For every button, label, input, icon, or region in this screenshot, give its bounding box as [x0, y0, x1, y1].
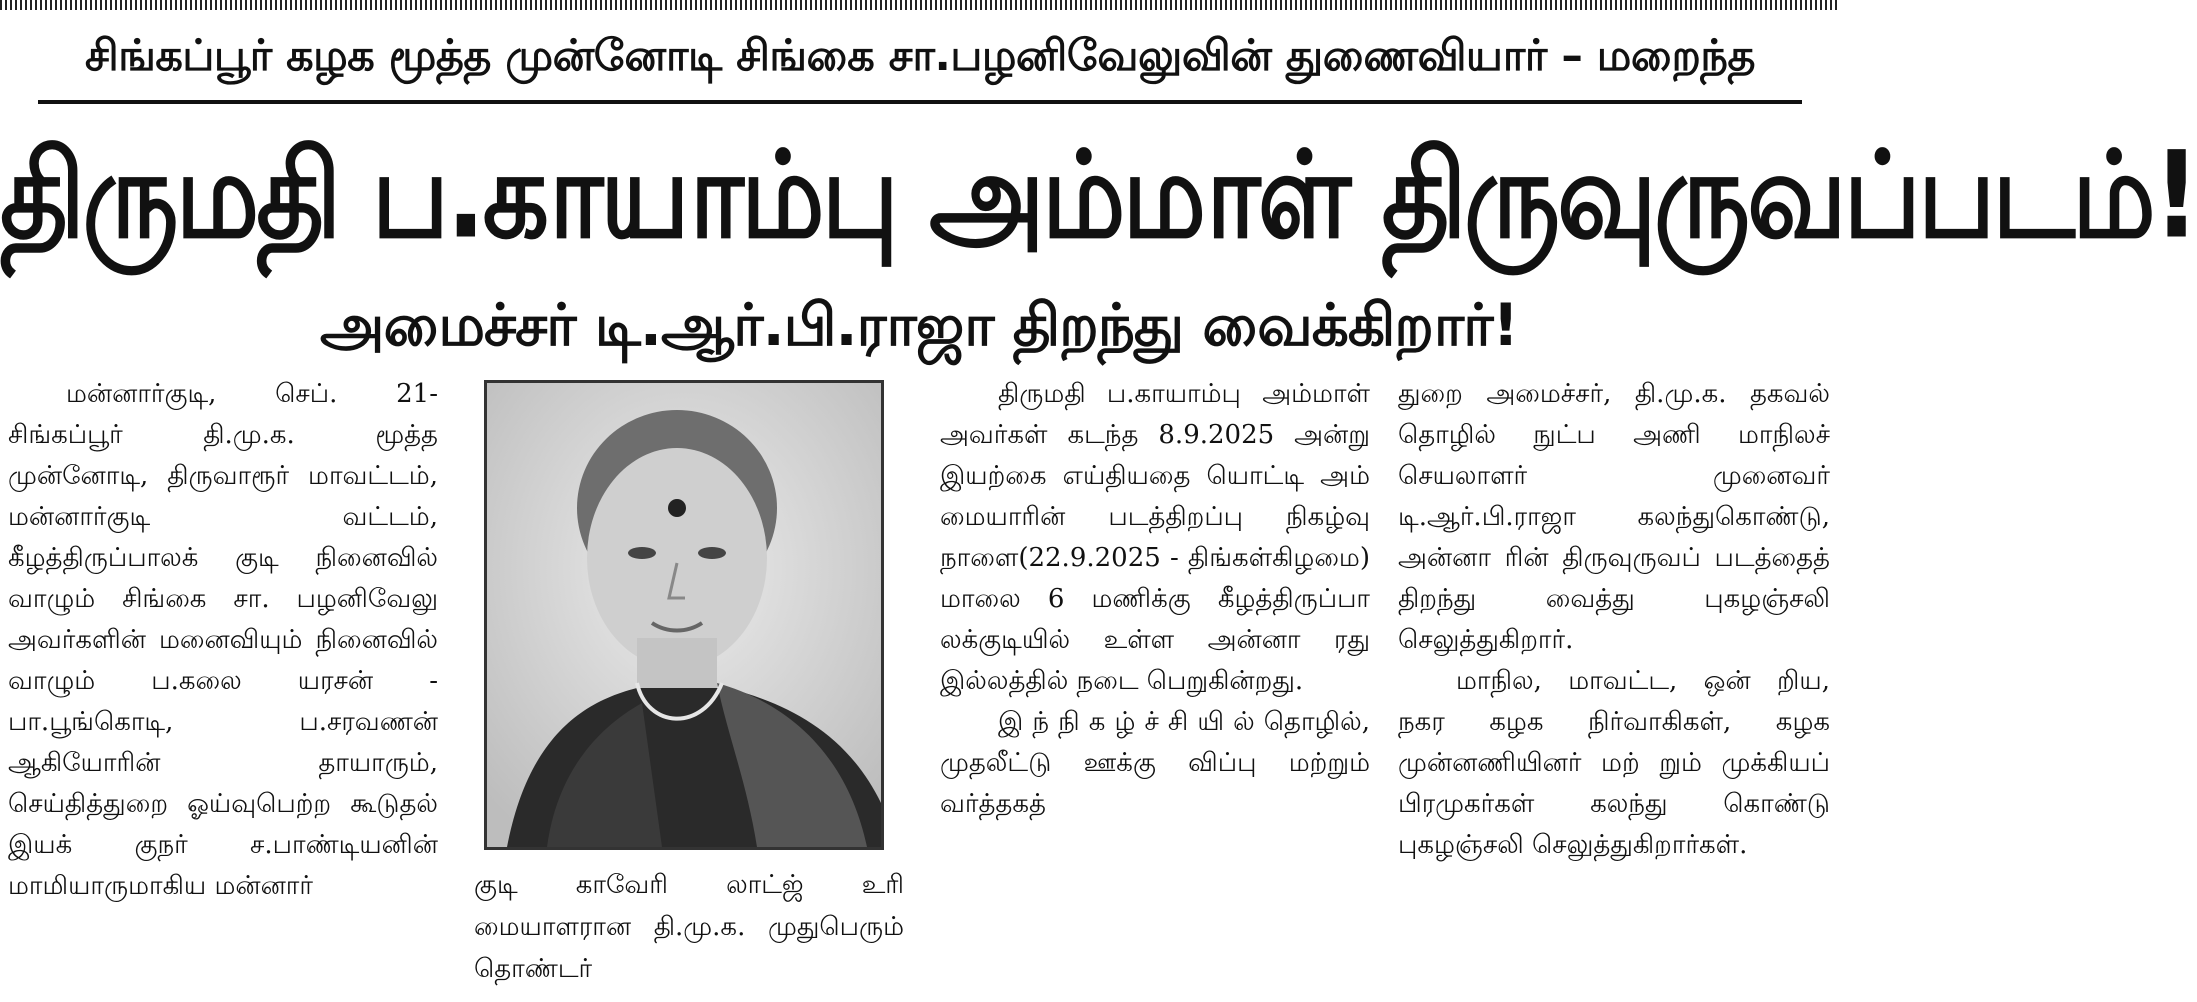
- caption-text: குடி காவேரி லாட்ஜ் உரி மையாளரான தி.மு.க. முதுபெரும் தொண்டர்: [474, 870, 904, 984]
- column-3-paragraph-2: இ ந் நி க ழ் ச் சி யி ல் தொழில், முதலீட்டு ஊக்கு விப்பு மற்றும் வர்த்தகத்: [940, 707, 1370, 819]
- article-column-1: [8, 374, 438, 907]
- article-column-3: [940, 374, 1370, 825]
- photo-caption: [474, 864, 904, 990]
- top-rule: [0, 0, 1838, 10]
- kicker-line: சிங்கப்பூர் கழக மூத்த முன்னோடி சிங்கை சா.பழனிவேலுவின் துணைவியார் – மறைந்த: [38, 14, 1802, 104]
- portrait-photo: [484, 380, 884, 850]
- headline: திருமதி ப.காயாம்பு அம்மாள் திருவுருவப்படம்!: [0, 124, 2197, 266]
- column-4-paragraph-2: மாநில, மாவட்ட, ஒன் றிய, நகர கழக நிர்வாகிகள், கழக முன்னணியினர் மற் றும் முக்கியப் பிரமுகர்கள் கலந்து கொண்டு புகழஞ்சலி செலுத்துகிறார்கள்.: [1398, 666, 1830, 860]
- column-3-paragraph-1: திருமதி ப.காயாம்பு அம்மாள் அவர்கள் கடந்த 8.9.2025 அன்று இயற்கை எய்தியதை யொட்டி அம் மையாரின் படத்திறப்பு நிகழ்வு நாளை(22.9.2025 - திங்கள்கிழமை) மாலை 6 மணிக்கு கீழத்திருப்பா லக்குடியில் உள்ள அன்னா ரது இல்லத்தில் நடை பெறுகின்றது.: [940, 379, 1370, 696]
- article-column-4: [1398, 374, 1830, 866]
- subheadline: அமைச்சர் டி.ஆர்.பி.ராஜா திறந்து வைக்கிறார்!: [320, 291, 1518, 359]
- column-4-paragraph-1: துறை அமைச்சர், தி.மு.க. தகவல் தொழில் நுட்ப அணி மாநிலச் செயலாளர் முனைவர் டி.ஆர்.பி.ராஜா கலந்துகொண்டு, அன்னா ரின் திருவுருவப் படத்தைத் திறந்து வைத்து புகழஞ்சலி செலுத்துகிறார்.: [1398, 379, 1830, 655]
- dateline-paragraph: மன்னார்குடி, செப். 21- சிங்கப்பூர் தி.மு.க. மூத்த முன்னோடி, திருவாரூர் மாவட்டம், மன்னார்குடி வட்டம், கீழத்திருப்பாலக் குடி நினைவில் வாழும் சிங்கை சா. பழனிவேலு அவர்களின் மனைவியும் நினைவில் வாழும் ப.கலை யரசன் - பா.பூங்கொடி, ப.சரவணன் ஆகியோரின் தாயாரும், செய்தித்துறை ஓய்வுபெற்ற கூடுதல் இயக் குநர் ச.பாண்டியனின் மாமியாருமாகிய மன்னார்: [8, 379, 438, 901]
- portrait-image: [487, 383, 881, 847]
